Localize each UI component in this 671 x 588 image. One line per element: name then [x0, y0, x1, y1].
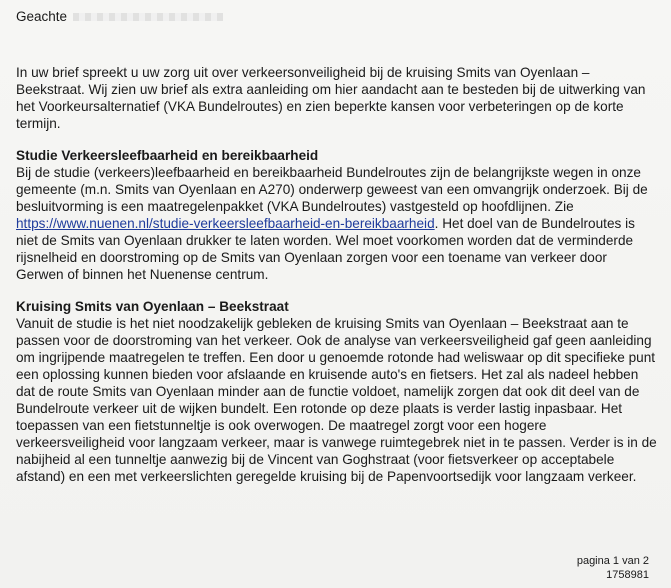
redacted-name [73, 13, 223, 21]
section1-heading: Studie Verkeersleefbaarheid en bereikbaarheid [16, 148, 319, 163]
reference-number: 1758981 [606, 569, 649, 581]
page-footer [577, 554, 649, 582]
salutation-text: Geachte [16, 9, 68, 24]
page-number: pagina 1 van 2 [576, 555, 649, 567]
section1-paragraph [16, 164, 657, 283]
intro-paragraph: In uw brief spreekt u uw zorg uit over verkeersonveiligheid bij de kruising Smits van Oyenlaan – Beekstraat. Wij zien uw brief als extra aanleiding om hier aandacht aan te besteden bij de uitwerking van het Voorkeursalternatief (VKA Bundelroutes) en zien beperkte kansen voor verbeteringen op de korte termijn. [16, 65, 646, 131]
study-link[interactable]: https://www.nuenen.nl/studie-verkeersleefbaarheid-en-bereikbaarheid [16, 216, 435, 231]
section2-heading: Kruising Smits van Oyenlaan – Beekstraat [16, 299, 289, 314]
section2-paragraph: Vanuit de studie is het niet noodzakelijk gebleken de kruising Smits van Oyenlaan – Beekstraat aan te passen voor de doorstroming van het verkeer. Ook de analyse van verkeersveiligheid gaf geen aanleiding om ingrijpende maatregelen te treffen. Een door u genoemde rotonde had weliswaar op dit specifieke punt een oplossing kunnen bieden voor afslaande en kruisende auto's en fietsers. Het zal als nadeel hebben dat de route Smits van Oyenlaan minder aan de functie voldoet, namelijk zorgen dat ook dit deel van de Bundelroute verkeer uit de wijken bundelt. Een rotonde op deze plaats is verder lastig inpasbaar. Het toepassen van een fietstunneltje is ook overwogen. De maatregel zorgt voor een hogere verkeersveiligheid voor langzaam verkeer, maar is vanwege ruimtegebrek niet in te passen. Verder is in de nabijheid al een tunneltje aanwezig bij de Vincent van Goghstraat (voor fietsverkeer op acceptabele afstand) en een met verkeerslichten geregelde kruising bij de Papenvoortsedijk voor langzaam verkeer. [16, 316, 657, 484]
section1-text-after-link: . Het doel van de Bundelroutes is niet de Smits van Oyenlaan drukker te laten worden. Wel moet voorkomen worden dat de verminderde rijsnelheid en doorstroming op de Smits van Oyenlaan zorgen voor een toename van verkeer door Gerwen of binnen het Nuenense centrum. [16, 216, 635, 282]
section1-text-before-link: Bij de studie (verkeers)leefbaarheid en bereikbaarheid Bundelroutes zijn de belangrijkste wegen in onze gemeente (m.n. Smits van Oyenlaan en A270) onderwerp geweest van een omvangrijk onderzoek. Bij de besluitvorming is een maatregelenpakket (VKA Bundelroutes) vastgesteld op hoofdlijnen. Zie [16, 165, 648, 214]
salutation [16, 8, 657, 26]
